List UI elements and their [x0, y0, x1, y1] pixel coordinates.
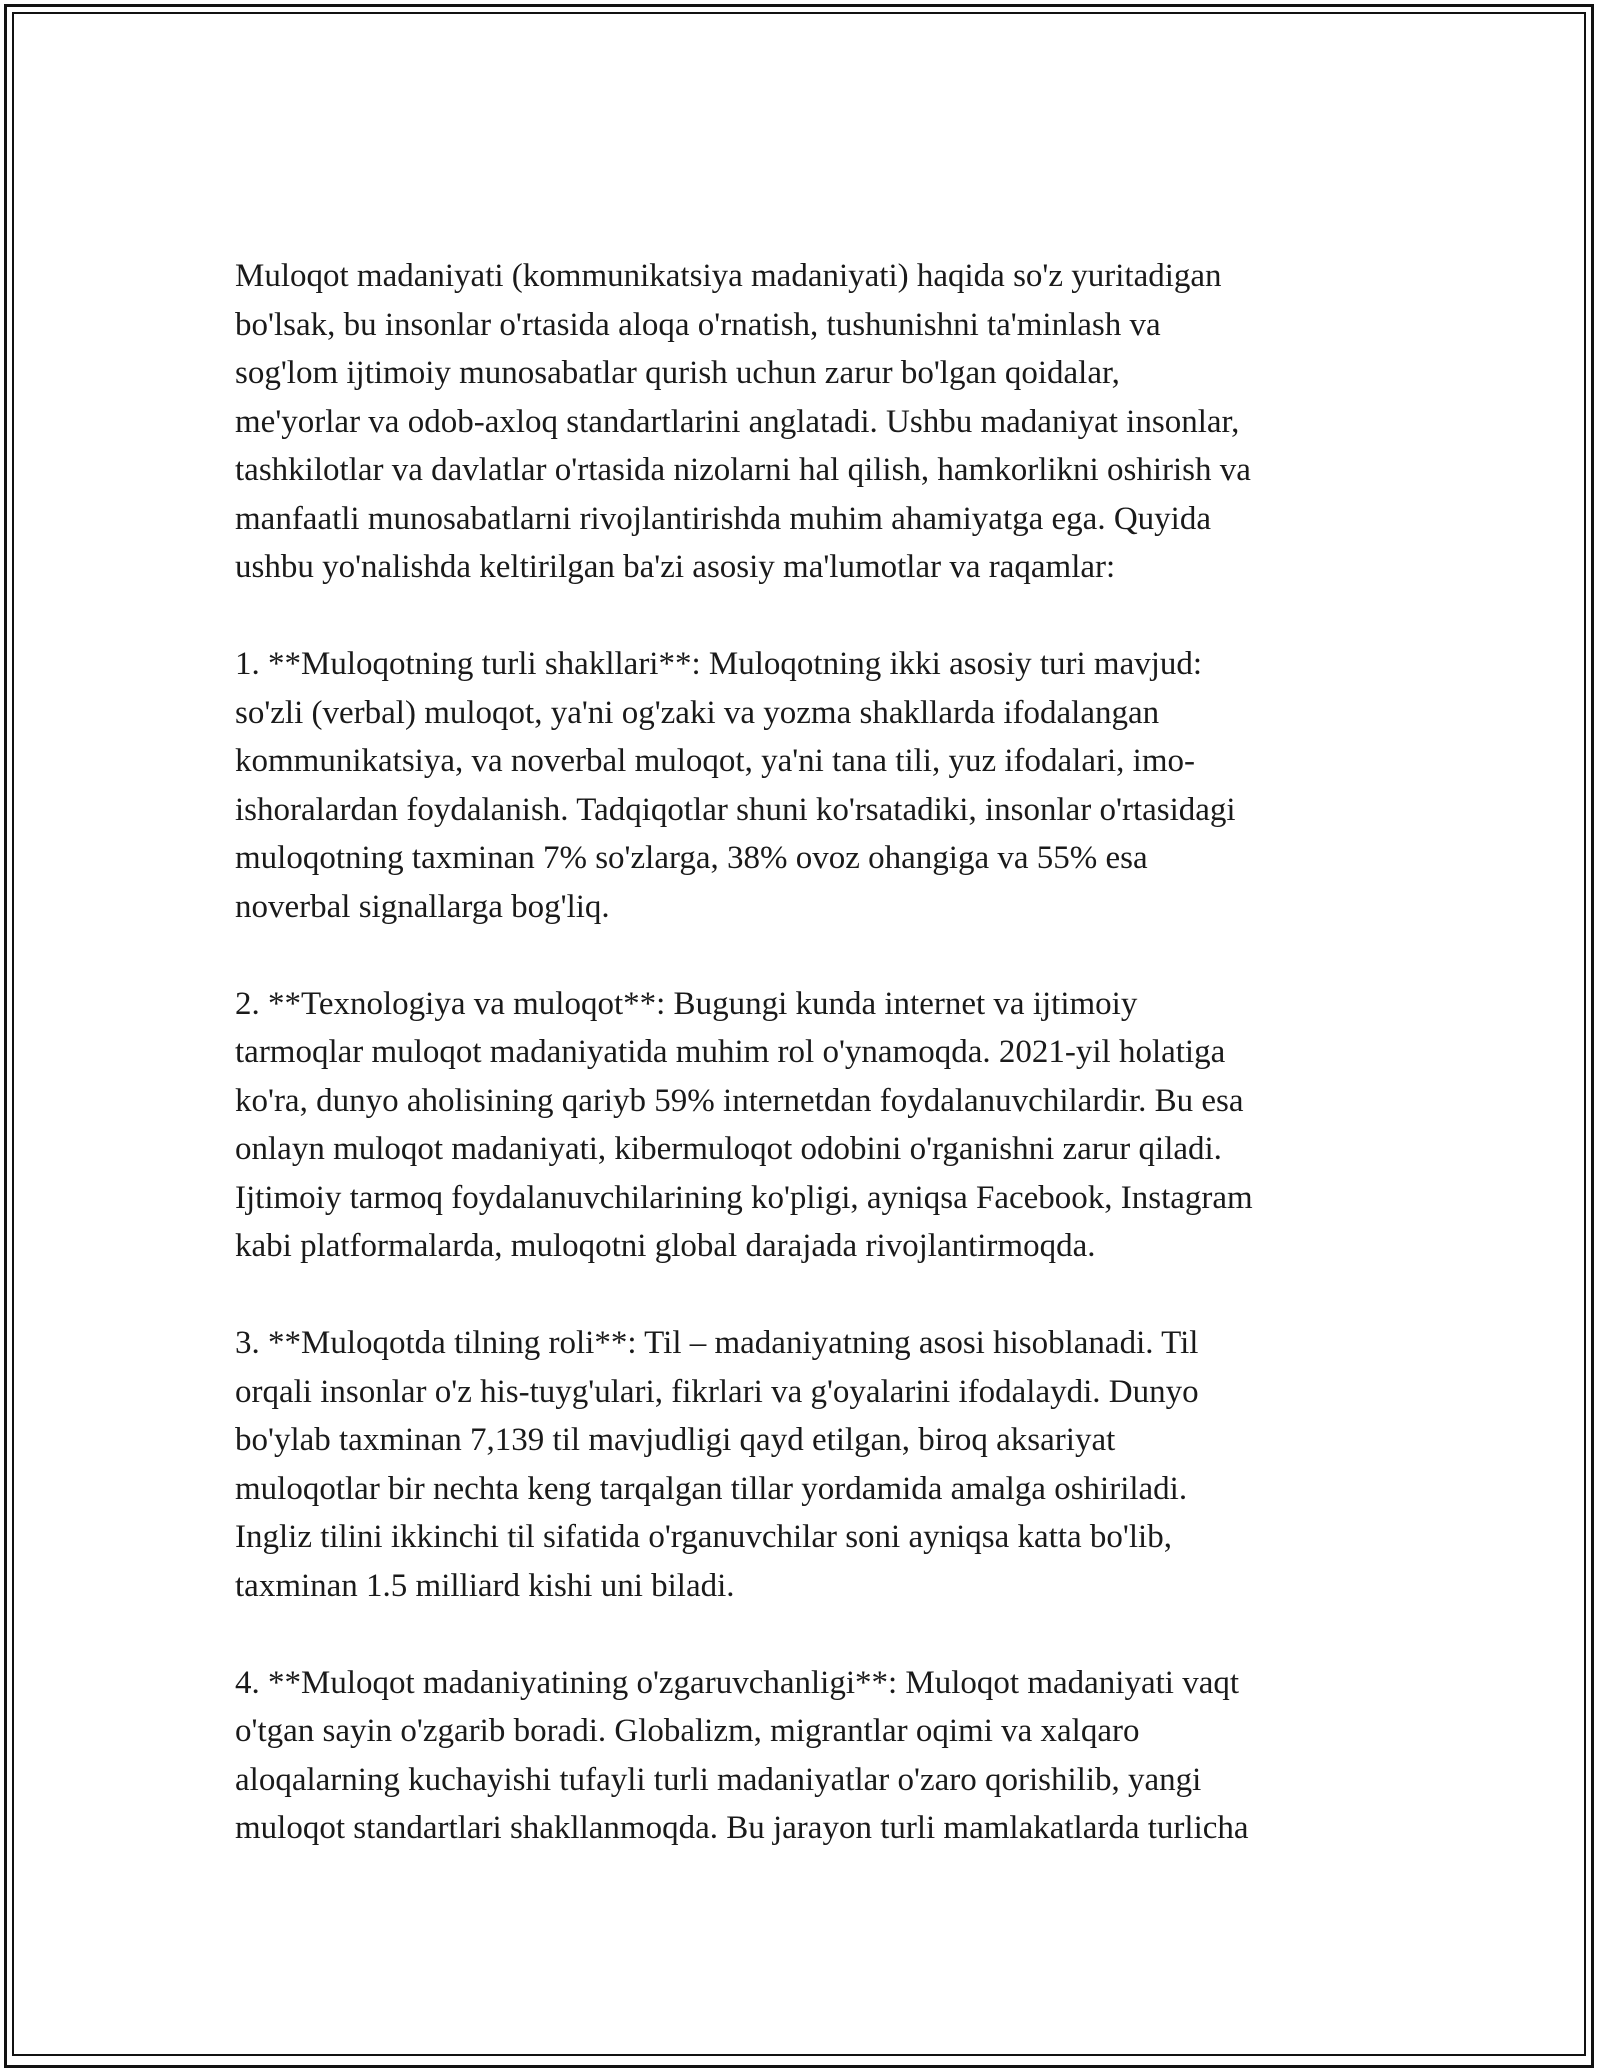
paragraph-item-1: [235, 640, 1395, 931]
text-line: me'yorlar va odob-axloq standartlarini anglatadi. Ushbu madaniyat insonlar,: [235, 403, 1240, 440]
text-line: ushbu yo'nalishda keltirilgan ba'zi asosiy ma'lumotlar va raqamlar:: [235, 549, 1116, 585]
text-line: muloqot standartlari shakllanmoqda. Bu jarayon turli mamlakatlarda turlicha: [235, 1810, 1249, 1846]
text-line: 3. **Muloqotda tilning roli**: Til – madaniyatning asosi hisoblanadi. Til: [235, 1325, 1199, 1361]
text-line: Ingliz tilini ikkinchi til sifatida o'rganuvchilar soni ayniqsa katta bo'lib,: [235, 1519, 1172, 1555]
text-line: Muloqot madaniyati (kommunikatsiya madaniyati) haqida so'z yuritadigan: [235, 258, 1222, 294]
text-line: orqali insonlar o'z his-tuyg'ulari, fikrlari va g'oyalarini ifodalaydi. Dunyo: [235, 1373, 1199, 1410]
text-line: o'tgan sayin o'zgarib boradi. Globalizm, migrantlar oqimi va xalqaro: [235, 1713, 1140, 1749]
text-line: muloqotning taxminan 7% so'zlarga, 38% ovoz ohangiga va 55% esa: [235, 840, 1148, 876]
text-line: 1. **Muloqotning turli shakllari**: Muloqotning ikki asosiy turi mavjud:: [235, 646, 1203, 682]
text-line: kommunikatsiya, va noverbal muloqot, ya'ni tana tili, yuz ifodalari, imo-: [235, 743, 1195, 779]
text-line: noverbal signallarga bog'liq.: [235, 888, 610, 925]
text-line: 2. **Texnologiya va muloqot**: Bugungi kunda internet va ijtimoiy: [235, 985, 1138, 1022]
document-body: [235, 252, 1395, 1901]
text-line: kabi platformalarda, muloqotni global darajada rivojlantirmoqda.: [235, 1228, 1096, 1264]
text-line: Ijtimoiy tarmoq foydalanuvchilarining ko'pligi, ayniqsa Facebook, Instagram: [235, 1179, 1253, 1216]
text-line: tarmoqlar muloqot madaniyatida muhim rol o'ynamoqda. 2021-yil holatiga: [235, 1034, 1226, 1070]
text-line: manfaatli munosabatlarni rivojlantirishda muhim ahamiyatga ega. Quyida: [235, 500, 1211, 537]
text-line: tashkilotlar va davlatlar o'rtasida nizolarni hal qilish, hamkorlikni oshirish va: [235, 452, 1251, 488]
text-line: onlayn muloqot madaniyati, kibermuloqot odobini o'rganishni zarur qiladi.: [235, 1131, 1222, 1167]
text-line: muloqotlar bir nechta keng tarqalgan tillar yordamida amalga oshiriladi.: [235, 1470, 1188, 1507]
text-line: ishoralardan foydalanish. Tadqiqotlar shuni ko'rsatadiki, insonlar o'rtasidagi: [235, 791, 1236, 828]
text-line: 4. **Muloqot madaniyatining o'zgaruvchanligi**: Muloqot madaniyati vaqt: [235, 1664, 1240, 1701]
text-line: ko'ra, dunyo aholisining qariyb 59% internetdan foydalanuvchilardir. Bu esa: [235, 1082, 1244, 1119]
paragraph-item-3: [235, 1319, 1395, 1610]
paragraph-intro: [235, 252, 1395, 592]
text-line: taxminan 1.5 milliard kishi uni biladi.: [235, 1567, 735, 1604]
paragraph-item-4: [235, 1659, 1395, 1853]
text-line: bo'lsak, bu insonlar o'rtasida aloqa o'rnatish, tushunishni ta'minlash va: [235, 306, 1161, 343]
text-line: sog'lom ijtimoiy munosabatlar qurish uchun zarur bo'lgan qoidalar,: [235, 355, 1120, 391]
text-line: aloqalarning kuchayishi tufayli turli madaniyatlar o'zaro qorishilib, yangi: [235, 1761, 1202, 1798]
paragraph-item-2: [235, 980, 1395, 1271]
text-line: so'zli (verbal) muloqot, ya'ni og'zaki va yozma shakllarda ifodalangan: [235, 694, 1160, 731]
text-line: bo'ylab taxminan 7,139 til mavjudligi qayd etilgan, biroq aksariyat: [235, 1422, 1116, 1458]
